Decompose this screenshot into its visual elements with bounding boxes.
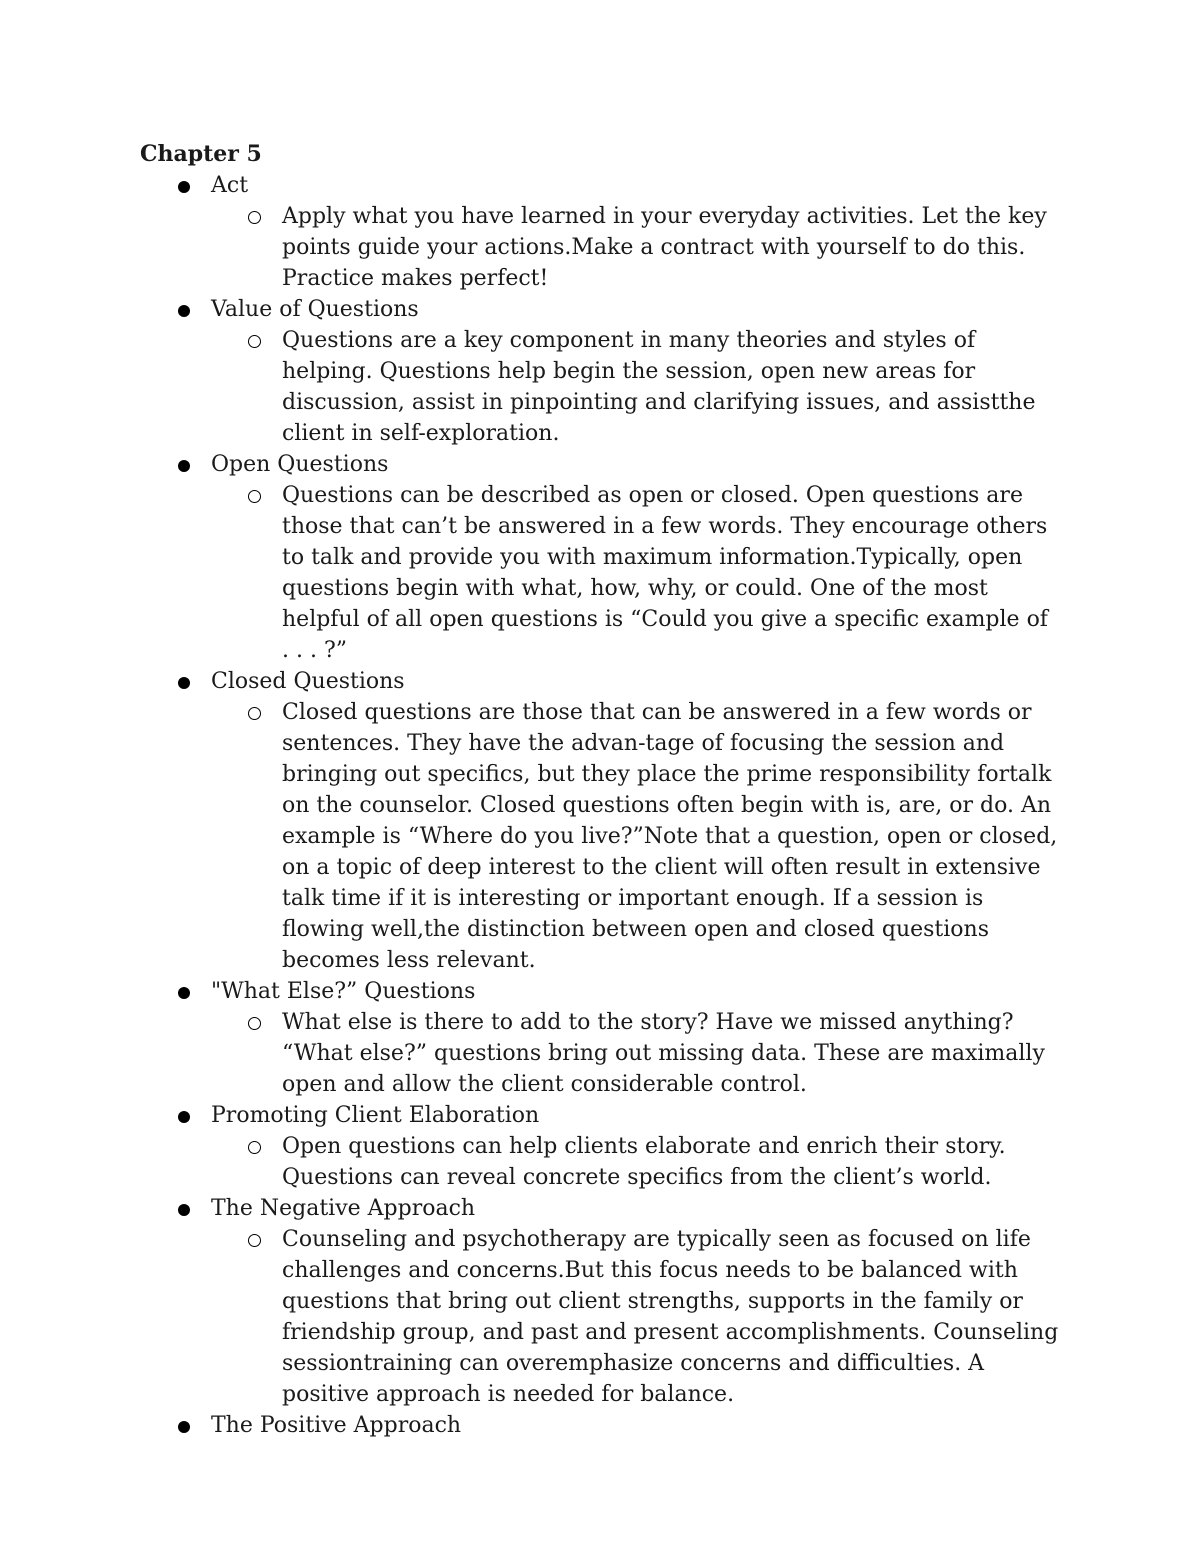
filled-bullet-icon (178, 1421, 190, 1433)
section-heading: Promoting Client Elaboration (211, 1103, 540, 1128)
sub-point-text: Counseling and psychotherapy are typically seen as focused on life challenges and concerns.But this focus needs to be balanced with questions that bring out client strengths, supports in the family or friendship group, and past and present accomplishments. Counseling sessiontraining can overemphasize concerns and difficulties. A positive approach is needed for balance. (282, 1227, 1059, 1407)
section-value-of-questions (140, 294, 1060, 449)
hollow-bullet-icon (248, 707, 261, 720)
section-list (140, 170, 1060, 1441)
section-what-else-questions (140, 976, 1060, 1100)
filled-bullet-icon (178, 677, 190, 689)
sub-point-text: What else is there to add to the story? Have we missed anything? “What else?” questions bring out missing data. These are maximally open and allow the client considerable control. (282, 1010, 1045, 1097)
section-the-negative-approach (140, 1193, 1060, 1410)
section-heading: The Positive Approach (211, 1413, 462, 1438)
sub-point-text: Questions can be described as open or closed. Open questions are those that can’t be answered in a few words. They encourage others to talk and provide you with maximum information.Typically, open questions begin with what, how, why, or could. One of the most helpful of all open questions is “Could you give a specific example of . . . ?” (282, 483, 1048, 663)
section-heading: Open Questions (211, 452, 389, 477)
section-the-positive-approach (140, 1410, 1060, 1441)
section-heading: The Negative Approach (211, 1196, 476, 1221)
section-heading: Act (211, 173, 249, 198)
hollow-bullet-icon (248, 1017, 261, 1030)
sub-point-list (211, 325, 1060, 449)
sub-point (211, 480, 1060, 666)
filled-bullet-icon (178, 305, 190, 317)
section-closed-questions (140, 666, 1060, 976)
sub-point-list (211, 201, 1060, 294)
filled-bullet-icon (178, 181, 190, 193)
section-heading: "What Else?” Questions (211, 979, 476, 1004)
section-heading: Value of Questions (211, 297, 419, 322)
section-open-questions (140, 449, 1060, 666)
sub-point-text: Questions are a key component in many theories and styles of helping. Questions help begin the session, open new areas for discussion, assist in pinpointing and clarifying issues, and assistthe client in self-exploration. (282, 328, 1036, 446)
hollow-bullet-icon (248, 211, 261, 224)
filled-bullet-icon (178, 987, 190, 999)
hollow-bullet-icon (248, 1234, 261, 1247)
section-act (140, 170, 1060, 294)
sub-point-text: Closed questions are those that can be answered in a few words or sentences. They have the advan-tage of focusing the session and bringing out specifics, but they place the prime responsibility fortalk on the counselor. Closed questions often begin with is, are, or do. An example is “Where do you live?”Note that a question, open or closed, on a topic of deep interest to the client will often result in extensive talk time if it is interesting or important enough. If a session is flowing well,the distinction between open and closed questions becomes less relevant. (282, 700, 1058, 973)
filled-bullet-icon (178, 460, 190, 472)
sub-point-text: Open questions can help clients elaborate and enrich their story. Questions can reveal concrete specifics from the client’s world. (282, 1134, 1006, 1190)
sub-point (211, 1224, 1060, 1410)
hollow-bullet-icon (248, 1141, 261, 1154)
filled-bullet-icon (178, 1204, 190, 1216)
hollow-bullet-icon (248, 490, 261, 503)
hollow-bullet-icon (248, 335, 261, 348)
sub-point-text: Apply what you have learned in your everyday activities. Let the key points guide your actions.Make a contract with yourself to do this. Practice makes perfect! (282, 204, 1047, 291)
section-promoting-client-elaboration (140, 1100, 1060, 1193)
document-content (140, 139, 1060, 1441)
sub-point-list (211, 1224, 1060, 1410)
document-title: Chapter 5 (140, 141, 262, 167)
sub-point (211, 201, 1060, 294)
sub-point-list (211, 697, 1060, 976)
sub-point-list (211, 480, 1060, 666)
section-heading: Closed Questions (211, 669, 405, 694)
filled-bullet-icon (178, 1111, 190, 1123)
sub-point (211, 1007, 1060, 1100)
sub-point (211, 697, 1060, 976)
sub-point-list (211, 1131, 1060, 1193)
sub-point-list (211, 1007, 1060, 1100)
sub-point (211, 325, 1060, 449)
sub-point (211, 1131, 1060, 1193)
